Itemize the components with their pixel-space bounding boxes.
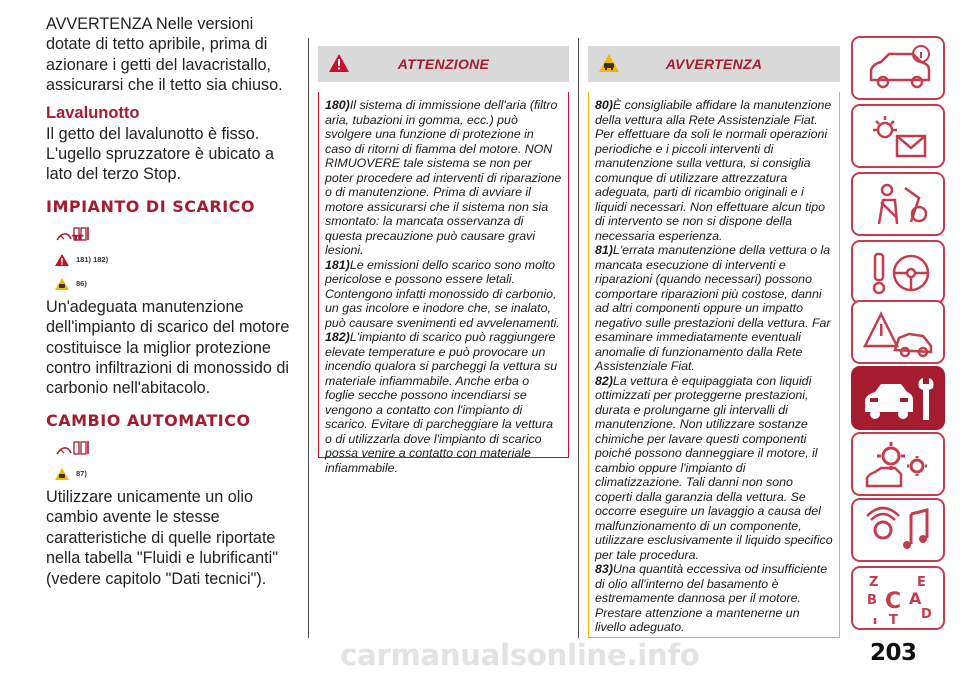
roof-warning-text: AVVERTENZA Nelle versioni dotate di tetto apribile, prima di azionare i getti del lavacristallo, assicurarsi che il tetto sia chiuso. bbox=[46, 15, 283, 95]
gears-car-icon bbox=[861, 438, 937, 492]
index-letter: A bbox=[909, 589, 922, 608]
car-wrench-icon bbox=[861, 372, 937, 426]
gearbox-section-title: CAMBIO AUTOMATICO bbox=[46, 410, 251, 430]
watermark: carmanualsonline.info bbox=[340, 638, 700, 672]
tab-multimedia[interactable] bbox=[851, 498, 945, 562]
warning-triangle-icon bbox=[54, 467, 70, 481]
tab-technical-data[interactable] bbox=[851, 432, 945, 496]
environment-leaf-icon bbox=[54, 437, 94, 459]
exhaust-section-title: IMPIANTO DI SCARICO bbox=[46, 196, 255, 216]
rear-washer-heading: Lavalunotto bbox=[46, 103, 140, 122]
svg-text:ᚂ: ᚂ bbox=[72, 227, 84, 242]
gearbox-text: Utilizzare unicamente un olio cambio avente le stesse caratteristiche di quelle riportate nella tabella "Fluidi e lubrificanti" (vedere capitolo "Dati tecnici"). bbox=[46, 487, 278, 588]
warning-ref-numbers: 87) bbox=[76, 469, 87, 479]
attention-header bbox=[318, 46, 569, 82]
exhaust-attention-ref bbox=[54, 251, 298, 269]
warning-header bbox=[588, 46, 840, 82]
warning-triangle-icon bbox=[54, 277, 70, 291]
attention-title: ATTENZIONE bbox=[397, 56, 490, 72]
tab-safety[interactable] bbox=[851, 172, 945, 236]
key-steering-wheel-icon bbox=[861, 246, 937, 300]
tab-maintenance[interactable] bbox=[851, 366, 945, 430]
attention-body bbox=[318, 92, 569, 475]
warning-item: 83)Una quantità eccessiva od insufficiente di olio all'interno del basamento è estremamente dannosa per il motore. Prestare attenzione a mantenerne un livello adeguato. bbox=[595, 562, 828, 634]
exhaust-text: Un'adeguata manutenzione dell'impianto di scarico del motore costituisce la miglior protezione contro infiltrazioni di monossido di carbonio nell'abitacolo. bbox=[46, 297, 290, 398]
tab-dashboard-lights[interactable] bbox=[851, 104, 945, 168]
tab-car-overview[interactable] bbox=[851, 36, 945, 100]
column-divider bbox=[308, 38, 309, 638]
warning-item: 82)La vettura è equipaggiata con liquidi ottimizzati per proteggerne prestazioni, durata e prolungarne gli intervalli di manutenzione. Non utilizzare sostanze chimiche per lavare questi componenti poiché possono danneggiare il motore, il cambio oppure l'impianto di climatizzazione. Tali danni non sono coperti dalla garanzia della vettura. Se occorre eseguire un lavaggio a causa del malfunzionamento di un componente, utilizzare esclusivamente il liquido specifico per tale procedura. bbox=[595, 373, 833, 562]
dashboard-light-icon bbox=[861, 110, 937, 164]
airbag-seatbelt-icon bbox=[861, 178, 937, 232]
attention-triangle-icon bbox=[54, 253, 70, 267]
index-letter: D bbox=[921, 607, 932, 622]
tab-starting-driving[interactable] bbox=[851, 240, 945, 304]
tab-emergency[interactable] bbox=[851, 300, 945, 364]
music-note-icon bbox=[861, 504, 937, 558]
index-letter: E bbox=[917, 575, 926, 590]
index-letter: B bbox=[867, 593, 877, 608]
left-column bbox=[46, 14, 298, 589]
alphabet-index-icon bbox=[861, 572, 937, 626]
warning-item: 80)È consigliabile affidare la manutenzione della vettura alla Rete Assistenziale Fiat. Per effettuare da soli le normali operazioni periodiche e i piccoli interventi di manutenzione sulla vettura, si consiglia comunque di utilizzare attrezzatura adeguata, parti di ricambio originali e i liquidi necessari. Non effettuare alcun tipo di intervento se non si dispone della necessaria esperienza. bbox=[595, 98, 832, 243]
exhaust-warning-ref bbox=[54, 275, 298, 293]
car-info-icon bbox=[861, 42, 937, 96]
attention-item: 181)Le emissioni dello scarico sono molto pericolose e possono essere letali. Contengono infatti monossido di carbonio, un gas incolore e inodore che, se inalato, può causare svenimenti ed avvelenamenti. bbox=[325, 257, 560, 330]
warning-item: 81)L'errata manutenzione della vettura o la mancata esecuzione di interventi e riparazioni (quando necessari) possono comportare riparazioni più costose, danni ad altri componenti oppure un impatto negativo sulle prestazioni della vettura. Far esaminare immediatamente eventuali anomalie di funzionamento dalla Rete Assistenziale Fiat. bbox=[595, 243, 831, 373]
page-number: 203 bbox=[870, 640, 917, 666]
tab-index[interactable] bbox=[851, 566, 945, 630]
attention-item: 180)Il sistema di immissione dell'aria (filtro aria, tubazioni in gomma, ecc.) può svolgere una funzione di protezione in caso di ritorni di fiamma del motore. NON RIMUOVERE tale sistema se non per poter procedere ad interventi di riparazione o di manutenzione. Prima di avviare il motore assicurarsi che il sistema non sia smontato: la mancata osservanza di questa precauzione può causare gravi lesioni. bbox=[325, 98, 562, 257]
gearbox-warning-ref bbox=[54, 465, 298, 483]
index-letter: T bbox=[889, 613, 898, 626]
warning-body bbox=[588, 92, 840, 638]
warning-title: AVVERTENZA bbox=[665, 56, 763, 72]
warning-ref-numbers: 86) bbox=[76, 279, 87, 289]
attention-ref-numbers: 181) 182) bbox=[76, 255, 109, 265]
column-divider bbox=[578, 38, 579, 638]
environment-leaf-icon bbox=[54, 223, 94, 245]
attention-item: 182)L'impianto di scarico può raggiungere elevate temperature e può provocare un incendio qualora si parcheggi la vettura su materiale infiammabile. Anche erba o foglie secche possono incendiarsi se vengono a contatto con l'impianto di scarico. Evitare di parcheggiare la vettura o di utilizzarla dove l'impianto di scarico possa venire a contatto con materiale infiammabile. bbox=[325, 330, 558, 475]
warning-triangle-car-icon bbox=[861, 306, 937, 360]
index-letter: C bbox=[885, 589, 902, 614]
index-letter: Z bbox=[869, 575, 879, 590]
rear-washer-text: Il getto del lavalunotto è fisso. L'ugello spruzzatore è ubicato a lato del terzo Stop. bbox=[46, 124, 275, 184]
